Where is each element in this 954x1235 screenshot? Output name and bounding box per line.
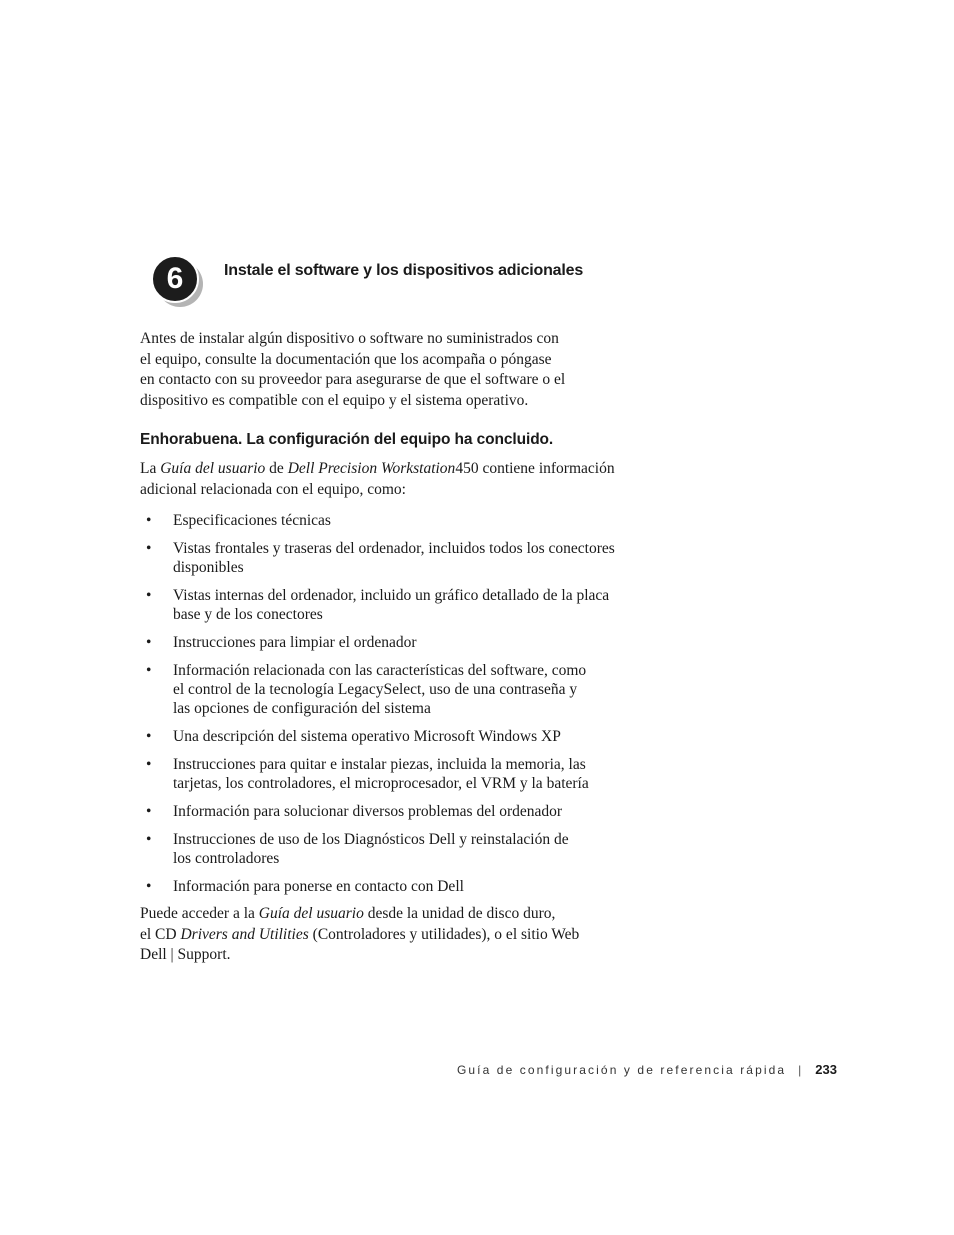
bullet-icon: • xyxy=(146,634,152,651)
list-item-text: Información relacionada con las características del software, como xyxy=(173,662,587,679)
access-paragraph xyxy=(140,904,579,966)
intro-line: el equipo, consulte la documentación que los acompaña o póngase xyxy=(140,350,552,368)
list-item-text: Vistas frontales y traseras del ordenador, incluidos todos los conectores xyxy=(173,540,615,557)
list-item xyxy=(146,511,615,530)
text-run: Dell | Support. xyxy=(140,946,231,963)
features-list xyxy=(146,511,615,905)
list-item xyxy=(146,661,615,718)
bullet-icon: • xyxy=(146,512,152,529)
intro-line: dispositivo es compatible con el equipo y el sistema operativo. xyxy=(140,391,529,409)
list-item xyxy=(146,877,615,896)
bullet-icon: • xyxy=(146,728,152,745)
footer-guide-title: Guía de configuración y de referencia rápida xyxy=(456,1063,787,1077)
text-run: el CD xyxy=(140,925,181,943)
guide-intro-paragraph xyxy=(140,459,615,500)
list-item-text: Instrucciones de uso de los Diagnósticos Dell y reinstalación de xyxy=(173,831,569,848)
text-run: La xyxy=(140,460,161,477)
bullet-icon: • xyxy=(146,756,152,773)
text-run: (Controladores y utilidades), o el sitio Web xyxy=(308,925,580,943)
guide-title: Guía del usuario xyxy=(160,460,266,477)
intro-line: en contacto con su proveedor para asegurarse de que el software o el xyxy=(140,371,566,388)
list-item xyxy=(146,755,615,793)
list-item xyxy=(146,830,615,868)
step-number-badge xyxy=(153,257,203,307)
bullet-icon: • xyxy=(146,803,152,820)
text-run: adicional relacionada con el equipo, como: xyxy=(140,480,406,498)
list-item-text: Una descripción del sistema operativo Microsoft Windows XP xyxy=(173,728,561,745)
list-item-text: Vistas internas del ordenador, incluido un gráfico detallado de la placa xyxy=(173,587,610,604)
list-item xyxy=(146,539,615,577)
bullet-icon: • xyxy=(146,540,152,557)
list-item-text: Información para ponerse en contacto con Dell xyxy=(173,878,464,895)
list-item xyxy=(146,633,615,652)
text-run: desde la unidad de disco duro, xyxy=(363,905,556,922)
list-item-text: los controladores xyxy=(173,850,280,867)
bullet-icon: • xyxy=(146,831,152,848)
product-name: Dell Precision Workstation xyxy=(287,460,456,477)
list-item-text: Instrucciones para quitar e instalar piezas, incluida la memoria, las xyxy=(173,756,586,773)
text-run: Puede acceder a la xyxy=(140,905,259,922)
list-item-text: el control de la tecnología LegacySelect, uso de una contraseña y xyxy=(173,681,578,698)
guide-title: Guía del usuario xyxy=(258,905,364,922)
cd-title: Drivers and Utilities xyxy=(180,925,309,943)
congrats-heading: Enhorabuena. La configuración del equipo ha concluido. xyxy=(140,431,554,448)
list-item-text: Especificaciones técnicas xyxy=(173,512,331,529)
list-item xyxy=(146,586,615,624)
bullet-icon: • xyxy=(146,587,152,604)
list-item-text: tarjetas, los controladores, el microprocesador, el VRM y la batería xyxy=(173,775,589,792)
bullet-icon: • xyxy=(146,878,152,895)
list-item-text: Información para solucionar diversos problemas del ordenador xyxy=(173,803,563,820)
step-number: 6 xyxy=(151,255,199,303)
list-item xyxy=(146,802,615,821)
bullet-icon: • xyxy=(146,662,152,679)
text-run: 450 contiene información xyxy=(455,460,615,477)
intro-paragraph xyxy=(140,329,565,411)
text-run: de xyxy=(265,460,288,477)
list-item xyxy=(146,727,615,746)
list-item-text: base y de los conectores xyxy=(173,606,323,623)
step-title: Instale el software y los dispositivos adicionales xyxy=(224,262,584,279)
list-item-text: disponibles xyxy=(173,559,244,576)
page-footer xyxy=(457,1062,837,1077)
list-item-text: las opciones de configuración del sistema xyxy=(173,700,431,717)
page-number: 233 xyxy=(815,1062,837,1077)
list-item-text: Instrucciones para limpiar el ordenador xyxy=(173,634,417,651)
intro-line: Antes de instalar algún dispositivo o software no suministrados con xyxy=(140,330,559,347)
footer-separator: | xyxy=(798,1063,802,1077)
